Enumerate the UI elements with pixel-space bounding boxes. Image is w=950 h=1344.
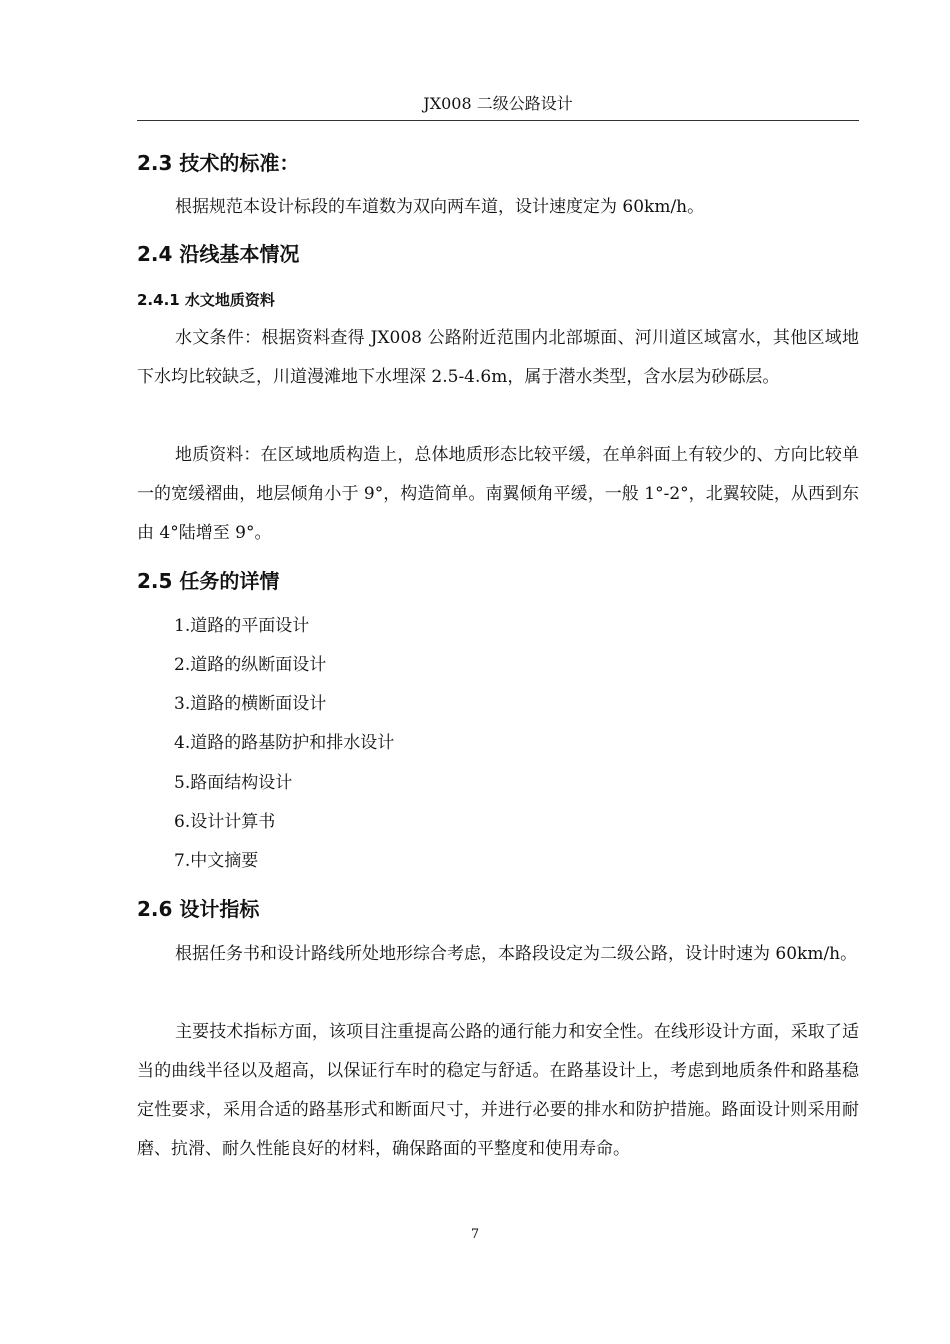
heading-2-6: 2.6 设计指标: [137, 897, 260, 921]
header-title: JX008 二级公路设计: [423, 94, 573, 113]
list-item: 3.道路的横断面设计: [174, 694, 327, 714]
page-header: [137, 92, 859, 121]
heading-2-4-1: 2.4.1 水文地质资料: [137, 291, 275, 309]
paragraph-hydrology: 水文条件：根据资料查得 JX008 公路附近范围内北部塬面、河川道区域富水，其他区域地下水均比较缺乏，川道漫滩地下水埋深 2.5-4.6m，属于潜水类型，含水层为砂砾层。: [137, 328, 859, 387]
heading-2-5: 2.5 任务的详情: [137, 569, 280, 593]
list-item: 5.路面结构设计: [174, 773, 293, 793]
list-item: 7.中文摘要: [174, 851, 259, 871]
list-item: 2.道路的纵断面设计: [174, 655, 327, 675]
page-number: 7: [470, 1227, 480, 1242]
list-item: 1.道路的平面设计: [174, 616, 310, 636]
paragraph-geology: 地质资料：在区域地质构造上，总体地质形态比较平缓，在单斜面上有较少的、方向比较单一的宽缓褶曲，地层倾角小于 9°，构造简单。南翼倾角平缓，一般 1°-2°，北翼较陡，从西到东由 4°陆增至 9°。: [137, 445, 859, 543]
list-item: 6.设计计算书: [174, 812, 276, 832]
heading-2-4: 2.4 沿线基本情况: [137, 242, 300, 266]
paragraph-design-speed: 根据任务书和设计路线所处地形综合考虑，本路段设定为二级公路，设计时速为 60km/h。: [175, 944, 858, 964]
paragraph-2-3: 根据规范本设计标段的车道数为双向两车道，设计速度定为 60km/h。: [175, 197, 705, 217]
paragraph-technical-indicators: 主要技术指标方面，该项目注重提高公路的通行能力和安全性。在线形设计方面，采取了适当的曲线半径以及超高，以保证行车时的稳定与舒适。在路基设计上，考虑到地质条件和路基稳定性要求，采用合适的路基形式和断面尺寸，并进行必要的排水和防护措施。路面设计则采用耐磨、抗滑、耐久性能良好的材料，确保路面的平整度和使用寿命。: [137, 1022, 859, 1159]
heading-2-3: 2.3 技术的标准：: [137, 151, 300, 175]
list-item: 4.道路的路基防护和排水设计: [174, 733, 395, 753]
